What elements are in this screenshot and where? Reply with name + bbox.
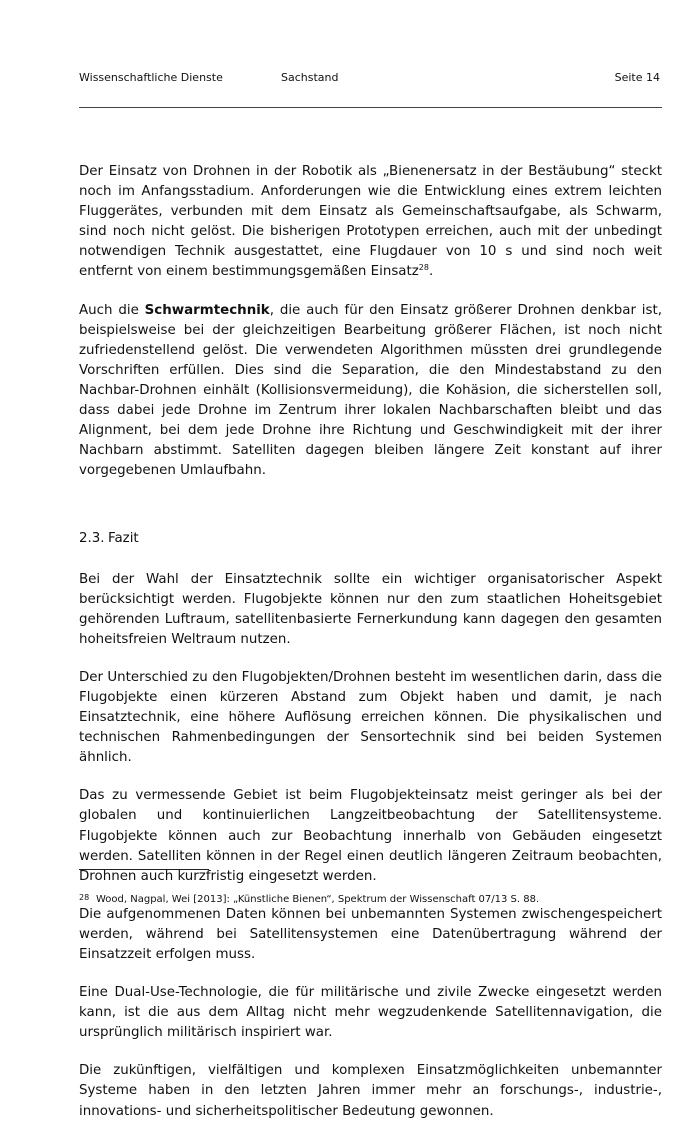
- section-number: 2.3.: [79, 531, 105, 547]
- paragraph-fazit-5: Eine Dual-Use-Technologie, die für militärische und zivile Zwecke eingesetzt werden kann, ist die aus dem Alltag nicht mehr wegzudenkende Satellitennavigation, die ursprünglich militärisch inspiriert war.: [79, 985, 662, 1041]
- header-department: Wissenschaftliche Dienste: [79, 71, 223, 84]
- paragraph-swarm: Auch die Schwarmtechnik, die auch für den Einsatz größerer Drohnen denkbar ist, beispielsweise bei der gleichzeitigen Bearbeitung größerer Flächen, ist noch nicht zufriedenstellend gelöst. Die verwendeten Algorithmen müssten drei grundlegende Vorschriften erfüllen. Dies sind die Separation, die den Mindestabstand zu den Nachbar-Drohnen einhält (Kollisionsvermeidung), die Kohäsion, die sicherstellen soll, dass dabei jede Drohne im Zentrum ihrer lokalen Nachbarschaften bleibt und das Alignment, bei dem jede Drohne ihre Richtung und Geschwindigkeit mit der ihrer Nachbarn abstimmt. Satelliten dagegen bleiben längere Zeit konstant auf ihrer vorgegebenen Umlaufbahn.: [79, 302, 663, 479]
- footnote-separator: [79, 869, 209, 870]
- paragraph-fazit-6: Die zukünftigen, vielfältigen und komplexen Einsatzmöglichkeiten unbemannter Systeme haben in den letzten Jahren immer mehr an forschungs-, industrie-, innovations- und sicherheitspolitischer Bedeutung gewonnen.: [79, 1063, 662, 1119]
- footnote-number: 28: [79, 893, 90, 902]
- footnote-text: Wood, Nagpal, Wei [2013]: „Künstliche Bienen“, Spektrum der Wissenschaft 07/13 S. 88.: [96, 894, 540, 905]
- footnote-reference[interactable]: 28: [418, 263, 429, 273]
- paragraph-fazit-2: Der Unterschied zu den Flugobjekten/Drohnen besteht im wesentlichen darin, dass die Flugobjekte einen kürzeren Abstand zum Objekt haben und damit, je nach Einsatztechnik, eine höhere Auflösung erreichen können. Die physikalischen und technischen Rahmenbedingungen der Sensortechnik sind bei beiden Systemen ähnlich.: [79, 669, 662, 766]
- section-heading: [79, 529, 662, 549]
- header-page-number: Seite 14: [614, 71, 660, 84]
- header-rule: [79, 107, 662, 108]
- header-document-type: Sachstand: [281, 71, 339, 84]
- footnote: [79, 891, 662, 907]
- paragraph-fazit-3: Das zu vermessende Gebiet ist beim Flugobjekteinsatz meist geringer als bei der globalen und kontinuierlichen Langzeitbeobachtung der Satellitensysteme. Flugobjekte können auch zur Beobachtung innerhalb von Gebäuden eingesetzt werden. Satelliten können in der Regel einen deutlich längeren Zeitraum beobachten, Drohnen auch kurzfristig eingesetzt werden.: [79, 788, 662, 884]
- bold-term-swarm: Schwarmtechnik: [144, 302, 270, 318]
- paragraph-fazit-4: Die aufgenommenen Daten können bei unbemannten Systemen zwischengespeichert werden, während bei Satellitensystemen eine Datenübertragung während der Einsatzzeit erfolgen muss.: [79, 906, 662, 962]
- paragraph-fazit-1: Bei der Wahl der Einsatztechnik sollte ein wichtiger organisatorischer Aspekt berücksichtigt werden. Flugobjekte können nur den zum staatlichen Hoheitsgebiet gehörenden Luftraum, satellitenbasierte Fernerkundung kann dagegen den gesamten hoheitsfreien Weltraum nutzen.: [79, 571, 662, 647]
- section-title: Fazit: [108, 531, 139, 547]
- main-text: [79, 162, 662, 1122]
- page-header: [79, 71, 660, 87]
- paragraph-bees: Der Einsatz von Drohnen in der Robotik als „Bienenersatz in der Bestäubung“ steckt noch im Anfangsstadium. Anforderungen wie die Entwicklung eines extrem leichten Fluggerätes, verbunden mit dem Einsatz als Gemeinschaftsaufgabe, als Schwarm, sind noch nicht gelöst. Die bisherigen Prototypen erreichen, auch mit der unbedingt notwendigen Technik ausgestattet, eine Flugdauer von 10 s und sind noch weit entfernt von einem bestimmungsgemäßen Einsatz$^{28}$.: [79, 164, 662, 280]
